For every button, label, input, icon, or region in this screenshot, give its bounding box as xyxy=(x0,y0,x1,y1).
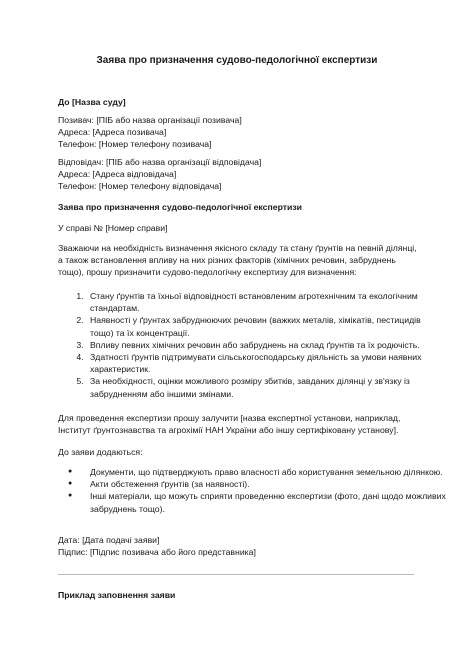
list-item: ● Акти обстеження ґрунтів (за наявності). xyxy=(86,478,446,490)
signature-line: Підпис: [Підпис позивача або його представника] xyxy=(58,547,256,557)
defendant-phone: Телефон: [Номер телефону відповідача] xyxy=(58,181,222,192)
questions-list xyxy=(58,290,446,400)
attachments-list xyxy=(58,466,446,515)
section-heading: Заява про призначення судово-педологічної експертизи xyxy=(58,202,303,212)
list-item: 4. Здатності ґрунтів підтримувати сільськогосподарську діяльність за умови наявних характеристик. xyxy=(86,351,446,375)
attachments-label: До заяви додаються: xyxy=(58,447,143,457)
defendant-name: Відповідач: [ПІБ або назва організації відповідача] xyxy=(58,157,262,167)
divider xyxy=(58,574,414,575)
example-heading: Приклад заповнення заяви xyxy=(58,590,176,600)
document-title: Заява про призначення судово-педологічної експертизи xyxy=(96,55,378,66)
institution-paragraph: Для проведення експертизи прошу залучити [назва експертної установи, наприклад, Інститут ґрунтознавства та агрохімії НАН України або іншу сертифіковану установу]. xyxy=(58,413,401,436)
court-line: До [Назва суду] xyxy=(58,97,126,107)
plaintiff-address: Адреса: [Адреса позивача] xyxy=(58,127,167,138)
intro-paragraph: Зважаючи на необхідність визначення якісного складу та стану ґрунтів на певній ділянці, а також встановлення впливу на них різних факторів (хімічних речовин, забруднень тощо), прошу призначити судово-педологічну експертизу для визначення: xyxy=(58,243,417,278)
list-item: ● Документи, що підтверджують право власності або користування земельною ділянкою. xyxy=(86,466,446,478)
list-item: 3. Впливу певних хімічних речовин або забруднень на склад ґрунтів та їх родючість. xyxy=(86,339,446,351)
date-line: Дата: [Дата подачі заяви] xyxy=(58,535,160,545)
list-item: 1. Стану ґрунтів та їхньої відповідності встановленим агротехнічним та екологічним стандартам. xyxy=(86,290,446,314)
list-item: 2. Наявності у ґрунтах забруднюючих речовин (важких металів, хімікатів, пестицидів тощо) та їх концентрації. xyxy=(86,314,446,338)
defendant-block xyxy=(58,156,418,193)
list-item: 5. За необхідності, оцінки можливого розміру збитків, завданих ділянці у зв'язку із забрудненням або іншими змінами. xyxy=(86,375,446,399)
plaintiff-name: Позивач: [ПІБ або назва організації позивача] xyxy=(58,115,242,125)
case-number: У справі № [Номер справи] xyxy=(58,223,168,233)
plaintiff-block xyxy=(58,114,418,151)
defendant-address: Адреса: [Адреса відповідача] xyxy=(58,169,177,180)
plaintiff-phone: Телефон: [Номер телефону позивача] xyxy=(58,139,212,150)
list-item: ● Інші матеріали, що можуть сприяти проведенню експертизи (фото, дані щодо можливих забруднень тощо). xyxy=(86,490,446,514)
